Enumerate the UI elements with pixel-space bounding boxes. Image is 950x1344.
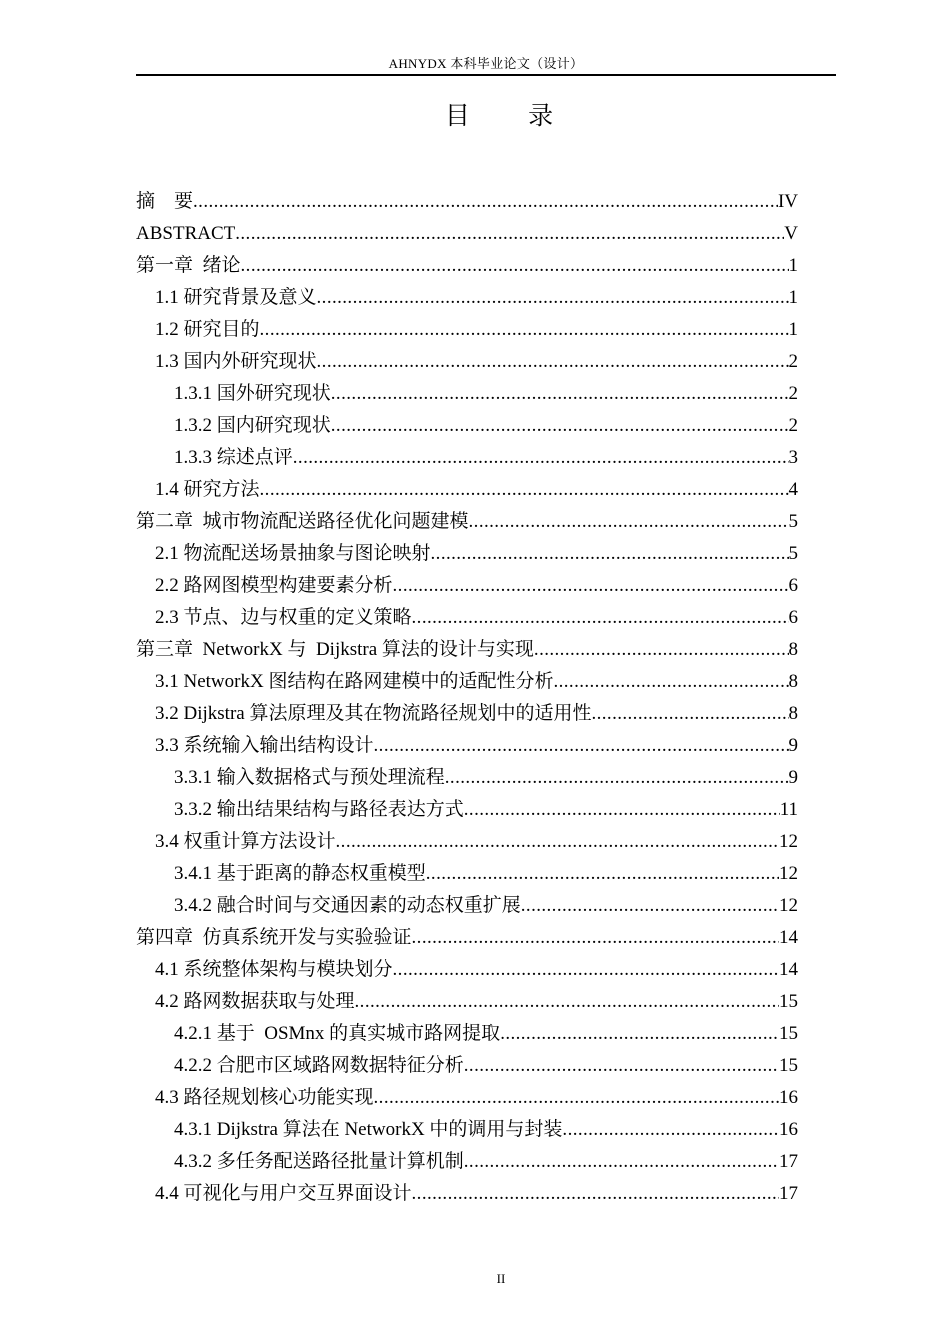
dot-leader [241, 250, 789, 282]
dot-leader [317, 282, 789, 314]
toc-entry-page: 16 [779, 1119, 798, 1140]
toc-entry-title: 2.3 节点、边与权重的定义策略 [155, 607, 412, 628]
dot-leader [374, 730, 789, 762]
dot-leader [534, 634, 789, 666]
toc-entry-title: ABSTRACT [136, 223, 236, 244]
toc-entry[interactable] [136, 282, 798, 314]
toc-entry-page: 8 [788, 703, 798, 724]
toc-entry[interactable] [136, 538, 798, 570]
toc-entry-page: 15 [779, 1055, 798, 1076]
toc-entry[interactable] [136, 314, 798, 346]
toc-entry-page: IV [777, 191, 798, 212]
toc-entry[interactable] [136, 1114, 798, 1146]
dot-leader [355, 986, 779, 1018]
toc-entry-page: 3 [788, 447, 798, 468]
dot-leader [464, 1146, 779, 1178]
toc-entry-title: 3.4.1 基于距离的静态权重模型 [174, 863, 426, 884]
toc-entry[interactable] [136, 1178, 798, 1210]
dot-leader [393, 570, 789, 602]
toc-entry-title: 3.3.1 输入数据格式与预处理流程 [174, 767, 445, 788]
dot-leader [591, 698, 788, 730]
toc-entry-page: 15 [779, 1023, 798, 1044]
toc-entry-title: 3.2 Dijkstra 算法原理及其在物流路径规划中的适用性 [155, 703, 592, 724]
dot-leader [260, 474, 789, 506]
dot-leader [336, 826, 779, 858]
toc-entry[interactable] [136, 186, 798, 218]
toc-entry[interactable] [136, 890, 798, 922]
dot-leader [293, 442, 789, 474]
toc-entry-page: 2 [788, 415, 798, 436]
toc-entry-page: 9 [788, 735, 798, 756]
toc-entry[interactable] [136, 218, 798, 250]
toc-entry[interactable] [136, 922, 798, 954]
toc-entry-title: 4.3.2 多任务配送路径批量计算机制 [174, 1151, 464, 1172]
toc-entry[interactable] [136, 858, 798, 890]
toc-entry-title: 4.2.1 基于 OSMnx 的真实城市路网提取 [174, 1023, 501, 1044]
toc-entry-title: 4.2 路网数据获取与处理 [155, 991, 355, 1012]
toc-entry-page: 1 [788, 319, 798, 340]
toc-entry-page: 12 [779, 895, 798, 916]
dot-leader [464, 1050, 779, 1082]
toc-entry-title: 2.2 路网图模型构建要素分析 [155, 575, 393, 596]
toc-entry[interactable] [136, 698, 798, 730]
toc-entry-page: 9 [788, 767, 798, 788]
toc-entry-page: 14 [779, 959, 798, 980]
toc-entry-title: 4.3.1 Dijkstra 算法在 NetworkX 中的调用与封装 [174, 1119, 563, 1140]
toc-entry[interactable] [136, 634, 798, 666]
toc-entry-title: 摘 要 [136, 191, 194, 212]
toc-entry[interactable] [136, 602, 798, 634]
page-number: II [496, 1271, 506, 1286]
toc-entry[interactable] [136, 1082, 798, 1114]
toc-entry-page: 11 [779, 799, 798, 820]
toc-entry-page: 4 [788, 479, 798, 500]
toc-entry-title: 第一章 绪论 [136, 255, 241, 276]
toc-entry[interactable] [136, 826, 798, 858]
toc-entry-title: 第四章 仿真系统开发与实验验证 [136, 927, 412, 948]
toc-entry[interactable] [136, 378, 798, 410]
toc-entry-page: 5 [788, 511, 798, 532]
dot-leader [393, 954, 779, 986]
toc-entry[interactable] [136, 730, 798, 762]
toc-entry[interactable] [136, 346, 798, 378]
toc-entry-title: 1.4 研究方法 [155, 479, 260, 500]
dot-leader [260, 314, 789, 346]
toc-entry[interactable] [136, 762, 798, 794]
toc-entry-title: 2.1 物流配送场景抽象与图论映射 [155, 543, 431, 564]
toc-entry-title: 1.2 研究目的 [155, 319, 260, 340]
toc-entry-title: 1.3.1 国外研究现状 [174, 383, 331, 404]
toc-entry-title: 4.4 可视化与用户交互界面设计 [155, 1183, 412, 1204]
dot-leader [469, 506, 789, 538]
dot-leader [331, 378, 789, 410]
toc-entry-title: 3.3 系统输入输出结构设计 [155, 735, 374, 756]
dot-leader [412, 922, 779, 954]
dot-leader [412, 1178, 779, 1210]
toc-title: 目 录 [444, 103, 580, 130]
toc-entry-title: 4.3 路径规划核心功能实现 [155, 1087, 374, 1108]
toc-entry[interactable] [136, 1146, 798, 1178]
dot-leader [331, 410, 789, 442]
toc-entry-title: 第二章 城市物流配送路径优化问题建模 [136, 511, 469, 532]
dot-leader [374, 1082, 779, 1114]
dot-leader [317, 346, 789, 378]
toc-entry-page: 6 [788, 575, 798, 596]
toc-entry-title: 1.3.3 综述点评 [174, 447, 293, 468]
toc-entry-title: 3.3.2 输出结果结构与路径表达方式 [174, 799, 464, 820]
toc-entry-title: 4.1 系统整体架构与模块划分 [155, 959, 393, 980]
dot-leader [431, 538, 789, 570]
dot-leader [521, 890, 779, 922]
toc-entry-title: 1.3.2 国内研究现状 [174, 415, 331, 436]
toc-entry[interactable] [136, 954, 798, 986]
toc-entry-page: 5 [788, 543, 798, 564]
dot-leader [464, 794, 780, 826]
toc-entry-page: 17 [779, 1183, 798, 1204]
table-of-contents [136, 186, 798, 1210]
dot-leader [193, 186, 778, 218]
dot-leader [235, 218, 784, 250]
toc-entry-page: 1 [788, 255, 798, 276]
toc-entry-page: 2 [788, 351, 798, 372]
toc-entry-title: 1.3 国内外研究现状 [155, 351, 317, 372]
toc-entry-page: 15 [779, 991, 798, 1012]
toc-entry-page: V [784, 223, 798, 244]
dot-leader [553, 666, 788, 698]
toc-entry-page: 2 [788, 383, 798, 404]
toc-entry[interactable] [136, 570, 798, 602]
toc-entry[interactable] [136, 986, 798, 1018]
toc-entry-title: 第三章 NetworkX 与 Dijkstra 算法的设计与实现 [136, 639, 534, 660]
toc-entry-title: 3.1 NetworkX 图结构在路网建模中的适配性分析 [155, 671, 554, 692]
running-header: AHNYDX 本科毕业论文（设计） [388, 56, 584, 71]
toc-entry[interactable] [136, 794, 798, 826]
toc-entry-page: 8 [788, 671, 798, 692]
toc-entry-title: 3.4.2 融合时间与交通因素的动态权重扩展 [174, 895, 521, 916]
toc-entry[interactable] [136, 442, 798, 474]
dot-leader [426, 858, 779, 890]
dot-leader [445, 762, 789, 794]
toc-entry-page: 8 [788, 639, 798, 660]
toc-entry-page: 14 [779, 927, 798, 948]
toc-entry-title: 3.4 权重计算方法设计 [155, 831, 336, 852]
toc-entry-page: 1 [788, 287, 798, 308]
toc-entry-page: 17 [779, 1151, 798, 1172]
toc-entry[interactable] [136, 666, 798, 698]
toc-entry[interactable] [136, 506, 798, 538]
toc-entry[interactable] [136, 474, 798, 506]
toc-entry-page: 12 [779, 863, 798, 884]
toc-entry[interactable] [136, 250, 798, 282]
toc-entry-page: 12 [779, 831, 798, 852]
toc-entry-page: 6 [788, 607, 798, 628]
toc-entry-title: 1.1 研究背景及意义 [155, 287, 317, 308]
toc-entry[interactable] [136, 1018, 798, 1050]
header-rule [136, 74, 836, 76]
dot-leader [562, 1114, 779, 1146]
dot-leader [412, 602, 789, 634]
toc-entry[interactable] [136, 410, 798, 442]
toc-entry-title: 4.2.2 合肥市区域路网数据特征分析 [174, 1055, 464, 1076]
toc-entry-page: 16 [779, 1087, 798, 1108]
toc-entry[interactable] [136, 1050, 798, 1082]
dot-leader [500, 1018, 779, 1050]
